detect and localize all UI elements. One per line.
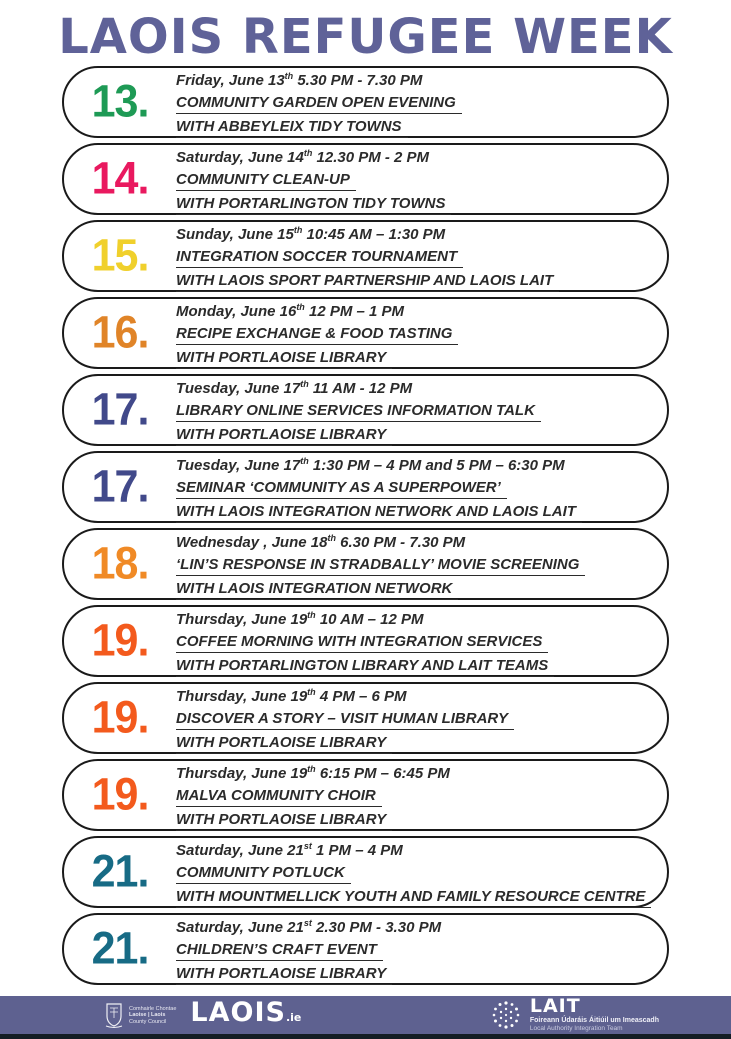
event-date: Tuesday, June 17th 11 AM - 12 PM [176, 378, 413, 397]
event-title: SEMINAR ‘COMMUNITY AS A SUPERPOWER’ [176, 477, 657, 501]
event-details [176, 296, 667, 371]
event-host: WITH PORTLAOISE LIBRARY [176, 732, 657, 756]
ordinal-superscript: th [307, 686, 316, 697]
ordinal-superscript: th [327, 532, 336, 543]
event-day-number: 21. [91, 846, 149, 897]
event-title: COMMUNITY POTLUCK [176, 862, 657, 886]
event-card [62, 374, 669, 446]
ordinal-superscript: th [296, 301, 305, 312]
event-card [62, 913, 669, 985]
event-title: RECIPE EXCHANGE & FOOD TASTING [176, 323, 657, 347]
event-day-number: 17. [91, 461, 149, 512]
event-date: Thursday, June 19th 6:15 PM – 6:45 PM [176, 763, 450, 782]
ordinal-superscript: th [284, 70, 294, 81]
event-day-number: 19. [91, 615, 149, 666]
laois-ie-logo: LAOIS.ie [190, 997, 302, 1029]
event-day-number: 16. [91, 307, 149, 358]
event-host: WITH PORTLAOISE LIBRARY [176, 809, 657, 833]
event-host: WITH LAOIS INTEGRATION NETWORK AND LAOIS LAIT [176, 501, 657, 525]
event-title: LIBRARY ONLINE SERVICES INFORMATION TALK [176, 400, 657, 424]
ordinal-superscript: th [300, 455, 309, 466]
event-title: COMMUNITY GARDEN OPEN EVENING [176, 92, 657, 116]
event-card [62, 836, 669, 908]
council-line-irish: Comhairle Chontae [129, 1005, 177, 1012]
event-card [62, 759, 669, 831]
event-details [176, 65, 667, 140]
event-title: INTEGRATION SOCCER TOURNAMENT [176, 246, 657, 270]
event-host: WITH MOUNTMELLICK YOUTH AND FAMILY RESOURCE CENTRE [176, 886, 657, 910]
event-card [62, 682, 669, 754]
ordinal-superscript: th [300, 378, 309, 389]
event-list [62, 66, 669, 990]
event-details [176, 835, 667, 910]
event-day-number: 14. [91, 153, 149, 204]
event-date: Sunday, June 15th 10:45 AM – 1:30 PM [176, 224, 446, 243]
event-day-number: 21. [91, 923, 149, 974]
event-card [62, 297, 669, 369]
ordinal-superscript: st [303, 917, 312, 928]
lait-name: LAIT [529, 995, 581, 1018]
lait-irish-line: Foireann Údaráis Áitiúil um Imeascadh [529, 1017, 659, 1025]
event-date: Saturday, June 14th 12.30 PM - 2 PM [176, 147, 430, 166]
ordinal-superscript: th [307, 609, 316, 620]
event-details [176, 142, 667, 217]
event-title: DISCOVER A STORY – VISIT HUMAN LIBRARY [176, 708, 657, 732]
event-details [176, 681, 667, 756]
lait-text [530, 997, 659, 1033]
event-host: WITH PORTLAOISE LIBRARY [176, 424, 657, 448]
event-card [62, 605, 669, 677]
event-host: WITH PORTLAOISE LIBRARY [176, 347, 657, 371]
council-crest-icon [104, 1002, 124, 1028]
event-details [176, 219, 667, 294]
event-host: WITH PORTLAOISE LIBRARY [176, 963, 657, 987]
event-day-number: 18. [91, 538, 149, 589]
event-date: Saturday, June 21st 2.30 PM - 3.30 PM [176, 917, 442, 936]
council-text [129, 1006, 176, 1026]
event-host: WITH ABBEYLEIX TIDY TOWNS [176, 116, 657, 140]
event-day-number: 17. [91, 384, 149, 435]
council-line-english: County Council [129, 1018, 167, 1025]
event-date: Thursday, June 19th 4 PM – 6 PM [176, 686, 407, 705]
event-details [176, 527, 667, 602]
event-card [62, 66, 669, 138]
event-date: Thursday, June 19th 10 AM – 12 PM [176, 609, 424, 628]
event-date: Wednesday , June 18th 6.30 PM - 7.30 PM [176, 532, 466, 551]
event-card [62, 528, 669, 600]
event-day-number: 19. [91, 692, 149, 743]
event-card [62, 451, 669, 523]
event-title: MALVA COMMUNITY CHOIR [176, 785, 657, 809]
event-day-number: 13. [91, 76, 149, 127]
ordinal-superscript: th [303, 147, 313, 158]
page-title: LAOIS REFUGEE WEEK [58, 9, 673, 65]
council-logo-group [104, 999, 301, 1031]
event-title: ‘LIN’S RESPONSE IN STRADBALLY’ MOVIE SCREENING [176, 554, 657, 578]
event-details [176, 604, 667, 679]
event-host: WITH LAOIS INTEGRATION NETWORK [176, 578, 657, 602]
lait-english-line: Local Authority Integration Team [529, 1025, 623, 1033]
lait-logo-group [490, 997, 659, 1033]
dotted-globe-icon [490, 999, 522, 1031]
ordinal-superscript: th [293, 224, 303, 235]
event-date: Saturday, June 21st 1 PM – 4 PM [176, 840, 403, 859]
event-details [176, 373, 667, 448]
council-line-name: Laoise | Laois [129, 1012, 166, 1019]
ordinal-superscript: th [307, 763, 316, 774]
event-date: Friday, June 13th 5.30 PM - 7.30 PM [176, 70, 423, 89]
event-title: COFFEE MORNING WITH INTEGRATION SERVICES [176, 631, 657, 655]
event-title: COMMUNITY CLEAN-UP [176, 169, 657, 193]
ordinal-superscript: st [303, 840, 312, 851]
event-details [176, 912, 667, 987]
event-day-number: 15. [91, 230, 149, 281]
event-details [176, 450, 667, 525]
event-day-number: 19. [91, 769, 149, 820]
event-host: WITH PORTARLINGTON TIDY TOWNS [176, 193, 657, 217]
event-card [62, 220, 669, 292]
event-details [176, 758, 667, 833]
footer [0, 996, 731, 1034]
event-host: WITH LAOIS SPORT PARTNERSHIP AND LAOIS LAIT [176, 270, 657, 294]
event-title: CHILDREN’S CRAFT EVENT [176, 939, 657, 963]
event-card [62, 143, 669, 215]
bottom-strip [0, 1034, 731, 1039]
event-date: Monday, June 16th 12 PM – 1 PM [176, 301, 405, 320]
event-host: WITH PORTARLINGTON LIBRARY AND LAIT TEAMS [176, 655, 657, 679]
event-date: Tuesday, June 17th 1:30 PM – 4 PM and 5 PM – 6:30 PM [176, 455, 565, 474]
